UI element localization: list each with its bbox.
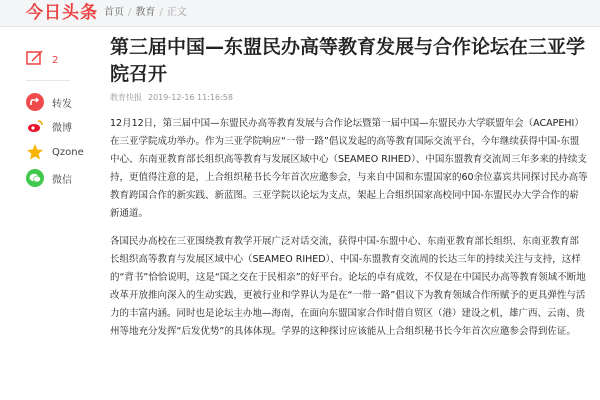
share-repost-label: 转发 bbox=[52, 98, 72, 110]
article-time: 2019-12-16 11:16:58 bbox=[148, 93, 233, 102]
qzone-icon bbox=[26, 143, 44, 161]
share-qzone-button[interactable] bbox=[26, 142, 84, 162]
top-bar bbox=[0, 0, 600, 27]
weibo-icon bbox=[26, 117, 44, 135]
article bbox=[110, 34, 588, 351]
sidebar-divider bbox=[26, 80, 70, 81]
wechat-icon bbox=[26, 169, 44, 187]
breadcrumb-education[interactable]: 教育 bbox=[135, 7, 156, 18]
repost-icon bbox=[26, 93, 44, 111]
article-meta bbox=[110, 92, 588, 103]
comment-button[interactable] bbox=[26, 50, 58, 70]
breadcrumb-separator: / bbox=[128, 7, 132, 18]
share-weibo-button[interactable] bbox=[26, 116, 72, 136]
breadcrumb-home[interactable]: 首页 bbox=[104, 7, 124, 18]
site-logo[interactable]: 今日头条 bbox=[26, 3, 98, 23]
article-paragraph: 各国民办高校在三亚围绕教育教学开展广泛对话交流，获得中国-东盟中心、东南亚教育部长组织、东南亚教育部长组织高等教育与发展区域中心（SEAMEO RIHED）、中国-东盟教育交流周的长达三年的持续关注与支持，这样的“背书”恰恰说明，这是“国之交在于民相亲”的好平台。论坛的卓有成效，不仅是在中国民办高等教育领域不断地改革开放推向深入的生动实践，更被行业和学界认为是在“一带一路”倡议下为教育领域合作所赋予的更具弹性与活力的丰富内涵。同时也是论坛主办地—海南，在面向东盟国家合作时借自贸区（港）建设之机，雄广西、云南、贵州等地充分发挥“后发优势”的具体体现。学界的这种探讨应该能从上合组织秘书长今年首次应邀参会得到佐证。 bbox=[110, 236, 586, 337]
share-repost-button[interactable] bbox=[26, 92, 72, 112]
article-paragraph: 12月12日，第三届中国—东盟民办高等教育发展与合作论坛暨第一届中国—东盟民办大学联盟年会（ACAPEHI）在三亚学院成功举办。作为三亚学院响应“一带一路”倡议发起的高等教育国际交流平台，今年继续获得中国-东盟中心、东南亚教育部长组织高等教育与发展区域中心（SEAMEO RIHED）、中国东盟教育交流周三年多来的持续支持，更值得注意的是，上合组织秘书长今年首次应邀参会，与来自中国和东盟国家的60余位嘉宾共同探讨民办高等教育跨国合作的新实践、新蓝图。三亚学院以论坛为支点，架起上合组织国家高校同中国-东盟民办大学合作的崭新通道。 bbox=[110, 118, 588, 219]
breadcrumb-separator: / bbox=[159, 7, 163, 18]
comment-icon bbox=[26, 50, 44, 70]
article-source[interactable]: 教育快报 bbox=[110, 93, 142, 102]
breadcrumb bbox=[104, 6, 187, 20]
share-qzone-label: Qzone bbox=[52, 146, 84, 158]
share-weibo-label: 微博 bbox=[52, 122, 72, 134]
comment-count: 2 bbox=[52, 54, 59, 66]
breadcrumb-current: 正文 bbox=[166, 7, 187, 18]
share-wechat-label: 微信 bbox=[52, 174, 72, 186]
share-sidebar bbox=[0, 40, 90, 400]
article-title: 第三届中国—东盟民办高等教育发展与合作论坛在三亚学院召开 bbox=[110, 36, 586, 85]
share-wechat-button[interactable] bbox=[26, 168, 72, 188]
